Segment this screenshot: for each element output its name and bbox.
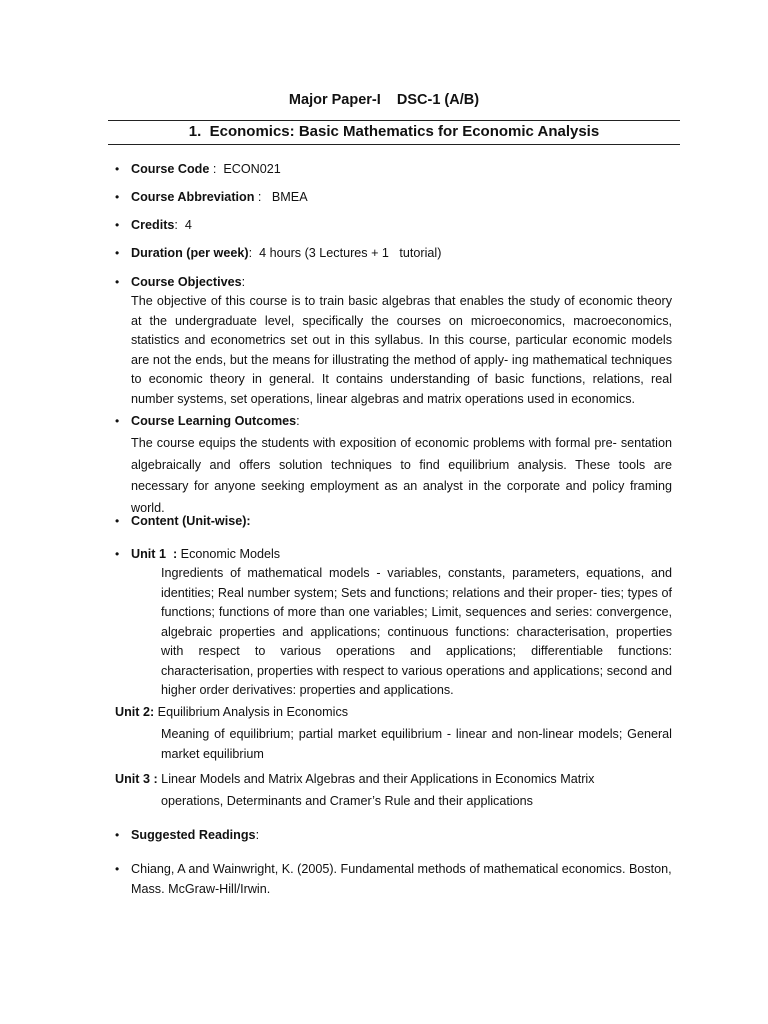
unit3-heading bbox=[115, 770, 594, 790]
readings-heading bbox=[131, 826, 259, 846]
unit2-title: Equilibrium Analysis in Economics bbox=[154, 705, 349, 719]
bullet-icon: • bbox=[115, 547, 120, 561]
outcomes-sep: : bbox=[296, 414, 300, 428]
bullet-icon: • bbox=[115, 514, 120, 528]
bullet-icon: • bbox=[115, 275, 120, 289]
top-rule bbox=[108, 120, 680, 121]
bullet-icon: • bbox=[115, 190, 120, 204]
abbreviation-sep: : bbox=[254, 190, 272, 204]
unit3-title: Linear Models and Matrix Algebras and their Applications in Economics Matrix bbox=[157, 772, 595, 786]
objectives-heading bbox=[131, 273, 245, 293]
credits-sep: : bbox=[174, 218, 185, 232]
objectives-sep: : bbox=[241, 275, 246, 289]
paper-title: Major Paper-I DSC-1 (A/B) bbox=[288, 92, 480, 108]
bullet-icon: • bbox=[115, 246, 120, 260]
readings-label: Suggested Readings bbox=[131, 828, 256, 842]
credits-label: Credits bbox=[131, 218, 175, 232]
bottom-rule bbox=[108, 144, 680, 145]
duration-value: 4 hours (3 Lectures + 1 tutorial) bbox=[259, 246, 442, 260]
outcomes-label: Course Learning Outcomes bbox=[131, 414, 297, 428]
reading-item: Chiang, A and Wainwright, K. (2005). Fundamental methods of mathematical economics. Boston, Mass. McGraw-Hill/Irwin. bbox=[131, 862, 672, 896]
unit3-label: Unit 3 : bbox=[115, 772, 158, 786]
course-code-value: ECON021 bbox=[223, 162, 281, 176]
outcomes-text: The course equips the students with exposition of economic problems with formal pre- sentation algebraically and offers solution techniques to find equilibrium analysis. These tools are necessary for anyone seeking employment as an analyst in the corporate and policy framing world. bbox=[131, 436, 672, 515]
bullet-icon: • bbox=[115, 862, 120, 876]
credits-row bbox=[131, 216, 192, 236]
unit2-label: Unit 2: bbox=[115, 705, 155, 719]
bullet-icon: • bbox=[115, 414, 120, 428]
course-code-label: Course Code bbox=[131, 162, 210, 176]
unit2-heading bbox=[115, 703, 348, 723]
abbreviation-row bbox=[131, 188, 308, 208]
objectives-label: Course Objectives bbox=[131, 275, 242, 289]
unit1-text: Ingredients of mathematical models - variables, constants, parameters, equations, and identities; Real number system; Sets and functions; relations and their proper- ties; types of functions; functions of more than one variables; Limit, sequences and series: convergence, algebraic properties and applications; continuous functions: characterisation, properties with respect to various operations and applications; differentiable functions: characterisation, properties with respect to various operations and applications; second and higher order derivatives: properties and applications. bbox=[161, 566, 672, 697]
content-heading bbox=[131, 512, 251, 532]
duration-sep: : bbox=[248, 246, 260, 260]
bullet-icon: • bbox=[115, 828, 120, 842]
readings-sep: : bbox=[255, 828, 260, 842]
unit1-title: Economic Models bbox=[177, 547, 281, 561]
content-label: Content (Unit-wise): bbox=[131, 514, 251, 528]
unit1-heading bbox=[131, 545, 280, 565]
course-code-sep: : bbox=[209, 162, 224, 176]
abbreviation-label: Course Abbreviation bbox=[131, 190, 255, 204]
course-code-row bbox=[131, 160, 281, 180]
unit1-label: Unit 1 : bbox=[131, 547, 178, 561]
abbreviation-value: BMEA bbox=[271, 190, 308, 204]
bullet-icon: • bbox=[115, 162, 120, 176]
duration-label: Duration (per week) bbox=[131, 246, 249, 260]
duration-row bbox=[131, 244, 441, 264]
bullet-icon: • bbox=[115, 218, 120, 232]
outcomes-heading bbox=[131, 412, 300, 432]
course-title: 1. Economics: Basic Mathematics for Economic Analysis bbox=[188, 123, 600, 140]
objectives-text: The objective of this course is to train basic algebras that enables the study of economic theory at the undergraduate level, specifically the courses on microeconomics, macroeconomics, statistics and econometrics set out in this syllabus. In this course, particular economic models are not the ends, but the means for illustrating the method of apply- ing mathematical techniques to economic theory in general. It contains understanding of basic functions, relations, real number systems, set operations, linear algebras and matrix operations used in economics. bbox=[131, 294, 672, 406]
unit2-text: Meaning of equilibrium; partial market equilibrium - linear and non-linear models; General market equilibrium bbox=[161, 727, 672, 761]
credits-value: 4 bbox=[184, 218, 192, 232]
unit3-text: operations, Determinants and Cramer’s Rule and their applications bbox=[161, 794, 533, 808]
